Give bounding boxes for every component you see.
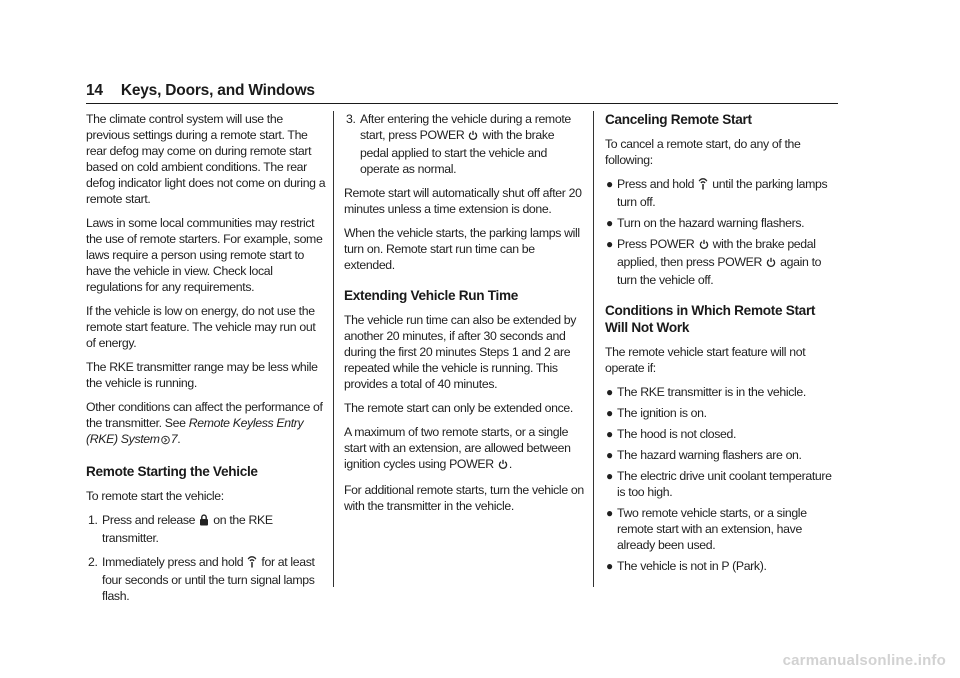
bullet-list xyxy=(605,176,841,288)
paragraph: The vehicle run time can also be extended by another 20 minutes, if after 30 seconds and during the first 20 minutes Steps 1 and 2 are repeated while the vehicle is running. This provides a total of 40 minutes. xyxy=(344,313,577,391)
column-divider-2 xyxy=(593,111,594,587)
paragraph: If the vehicle is low on energy, do not use the remote start feature. The vehicle may run out of energy. xyxy=(86,304,316,350)
watermark: carmanualsonline.info xyxy=(782,652,946,669)
cross-reference-page[interactable]: 7 xyxy=(170,432,178,446)
remote-start-icon xyxy=(698,178,708,194)
list-item: 1. Press and release on the RKE transmitter. xyxy=(88,513,273,545)
bullet-icon: ● xyxy=(606,385,613,399)
paragraph: The remote start can only be extended once. xyxy=(344,401,573,415)
bullet-icon: ● xyxy=(606,177,613,191)
remote-start-icon xyxy=(247,556,257,572)
steps-list xyxy=(86,512,326,604)
bullet-icon: ● xyxy=(606,237,613,251)
bullet-icon: ● xyxy=(606,506,613,520)
paragraph: The remote vehicle start feature will not operate if: xyxy=(605,345,806,375)
list-item: ● Two remote vehicle starts, or a single remote start with an extension, have already been used. xyxy=(606,506,807,552)
list-item: 2. Immediately press and hold for at least four seconds or until the turn signal lamps flash. xyxy=(88,555,315,603)
section-heading: Extending Vehicle Run Time xyxy=(344,288,518,303)
list-item: ● The hood is not closed. xyxy=(606,427,737,441)
page-reference-arrow-icon xyxy=(161,433,170,449)
bullet-list xyxy=(605,384,841,574)
list-item: 3. After entering the vehicle during a remote start, press POWER with the brake pedal applied to start the vehicle and operate as normal. xyxy=(346,112,571,176)
bullet-icon: ● xyxy=(606,559,613,573)
paragraph: Remote start will automatically shut off after 20 minutes unless a time extension is done. xyxy=(344,186,582,216)
paragraph: A maximum of two remote starts, or a single start with an extension, are allowed between ignition cycles using POWER . xyxy=(344,424,584,474)
section-heading: Canceling Remote Start xyxy=(605,112,752,127)
list-item: ● The vehicle is not in P (Park). xyxy=(606,559,767,573)
list-item: ● Press and hold until the parking lamps turn off. xyxy=(606,177,828,209)
page-header xyxy=(86,82,838,104)
list-item: ● The RKE transmitter is in the vehicle. xyxy=(606,385,806,399)
paragraph: Laws in some local communities may restrict the use of remote starters. For example, some laws require a person using remote start to have the vehicle in view. Check local regulations for any requirements. xyxy=(86,216,323,294)
bullet-icon: ● xyxy=(606,406,613,420)
bullet-icon: ● xyxy=(606,469,613,483)
lock-icon xyxy=(199,514,209,530)
column-2 xyxy=(344,111,584,522)
section-heading: Remote Starting the Vehicle xyxy=(86,464,258,479)
paragraph: To remote start the vehicle: xyxy=(86,489,224,503)
header-rule xyxy=(86,103,838,104)
steps-list xyxy=(344,111,584,177)
paragraph: The RKE transmitter range may be less while the vehicle is running. xyxy=(86,360,318,390)
list-item: ● Turn on the hazard warning flashers. xyxy=(606,216,805,230)
section-title: Keys, Doors, and Windows xyxy=(120,82,315,99)
list-item: ● The hazard warning flashers are on. xyxy=(606,448,802,462)
bullet-icon: ● xyxy=(606,448,613,462)
paragraph: For additional remote starts, turn the vehicle on with the transmitter in the vehicle. xyxy=(344,483,584,513)
paragraph: To cancel a remote start, do any of the following: xyxy=(605,137,801,167)
power-icon xyxy=(766,256,776,272)
power-icon xyxy=(699,238,709,254)
cross-reference-link[interactable]: Remote Keyless Entry (RKE) System xyxy=(86,416,304,446)
list-item: ● Press POWER with the brake pedal applied, then press POWER again to turn the vehicle off. xyxy=(606,237,822,287)
list-item: ● The ignition is on. xyxy=(606,406,707,420)
page-number: 14 xyxy=(86,82,103,99)
paragraph: Other conditions can affect the performance of the transmitter. See Remote Keyless Entry (RKE) System 7. xyxy=(86,399,326,449)
bullet-icon: ● xyxy=(606,427,613,441)
column-3 xyxy=(605,111,841,579)
list-item: ● The electric drive unit coolant temperature is too high. xyxy=(606,469,832,499)
column-1 xyxy=(86,111,326,612)
power-icon xyxy=(468,129,478,145)
power-icon xyxy=(498,458,508,474)
paragraph: When the vehicle starts, the parking lamps will turn on. Remote start run time can be extended. xyxy=(344,226,580,272)
paragraph: The climate control system will use the previous settings during a remote start. The rear defog may come on during remote start based on cold ambient conditions. The rear defog indicator light does not come on during a remote start. xyxy=(86,112,326,206)
column-divider-1 xyxy=(333,111,334,587)
bullet-icon: ● xyxy=(606,216,613,230)
section-heading: Conditions in Which Remote Start Will Not Work xyxy=(605,303,816,335)
